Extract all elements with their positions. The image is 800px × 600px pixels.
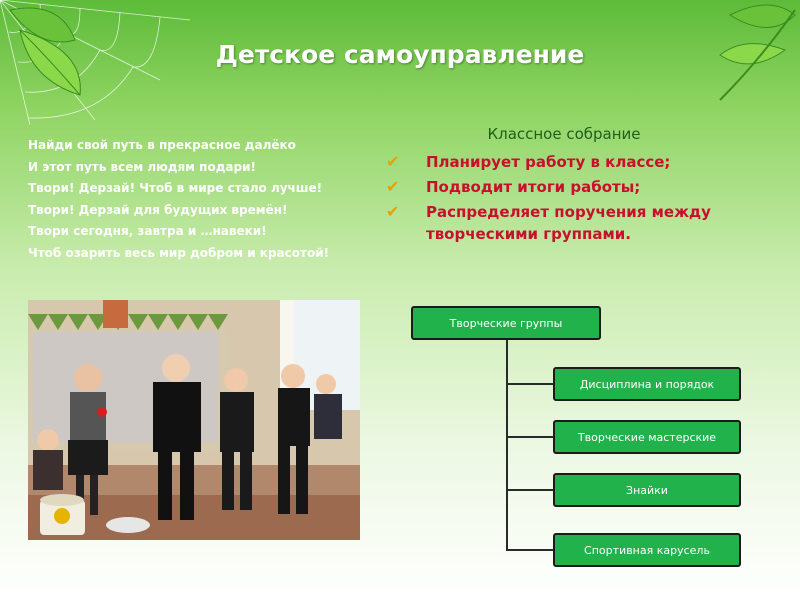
bullet-item — [386, 201, 736, 245]
org-child-label: Спортивная карусель — [584, 543, 710, 557]
slide-title: Детское самоуправление — [215, 40, 585, 69]
assembly-title: Классное собрание — [487, 125, 641, 143]
org-connector — [506, 549, 554, 551]
poem-line: Твори! Дерзай для будущих времён! — [28, 202, 288, 217]
org-child-label: Творческие мастерские — [577, 430, 717, 444]
org-root-box — [411, 306, 601, 340]
bullet-item — [386, 176, 786, 198]
assembly-bullets — [386, 151, 786, 248]
poem-line: Найди свой путь в прекрасное далёко — [28, 138, 296, 152]
poem-line: И этот путь всем людям подари! — [28, 159, 256, 174]
poem-line: Твори! Дерзай! Чтоб в мире стало лучше! — [28, 181, 323, 195]
org-child-box — [553, 533, 741, 567]
org-connector-vertical — [506, 339, 508, 551]
bullet-item — [386, 151, 786, 173]
poem-line: Чтоб озарить весь мир добром и красотой! — [28, 245, 330, 260]
children-performance-photo — [28, 300, 360, 540]
checkmark-icon: ✔ — [386, 202, 400, 221]
poem-line: Твори сегодня, завтра и …навеки! — [28, 224, 267, 238]
org-connector — [506, 436, 554, 438]
org-child-box — [553, 420, 741, 454]
checkmark-icon: ✔ — [386, 152, 400, 171]
org-connector — [506, 383, 554, 385]
checkmark-icon: ✔ — [386, 177, 400, 196]
org-connector — [506, 489, 554, 491]
org-child-label: Дисциплина и порядок — [579, 377, 715, 391]
org-child-box — [553, 473, 741, 507]
bullet-text: Подводит итоги работы; — [426, 178, 641, 196]
org-child-box — [553, 367, 741, 401]
bullet-text: Планирует работу в классе; — [426, 153, 671, 171]
bullet-text: Распределяет поручения между творческими группами. — [426, 203, 711, 243]
poem — [28, 135, 388, 264]
class-photo — [28, 300, 360, 540]
org-child-label: Знайки — [626, 483, 668, 497]
org-root-label: Творческие группы — [449, 316, 563, 330]
